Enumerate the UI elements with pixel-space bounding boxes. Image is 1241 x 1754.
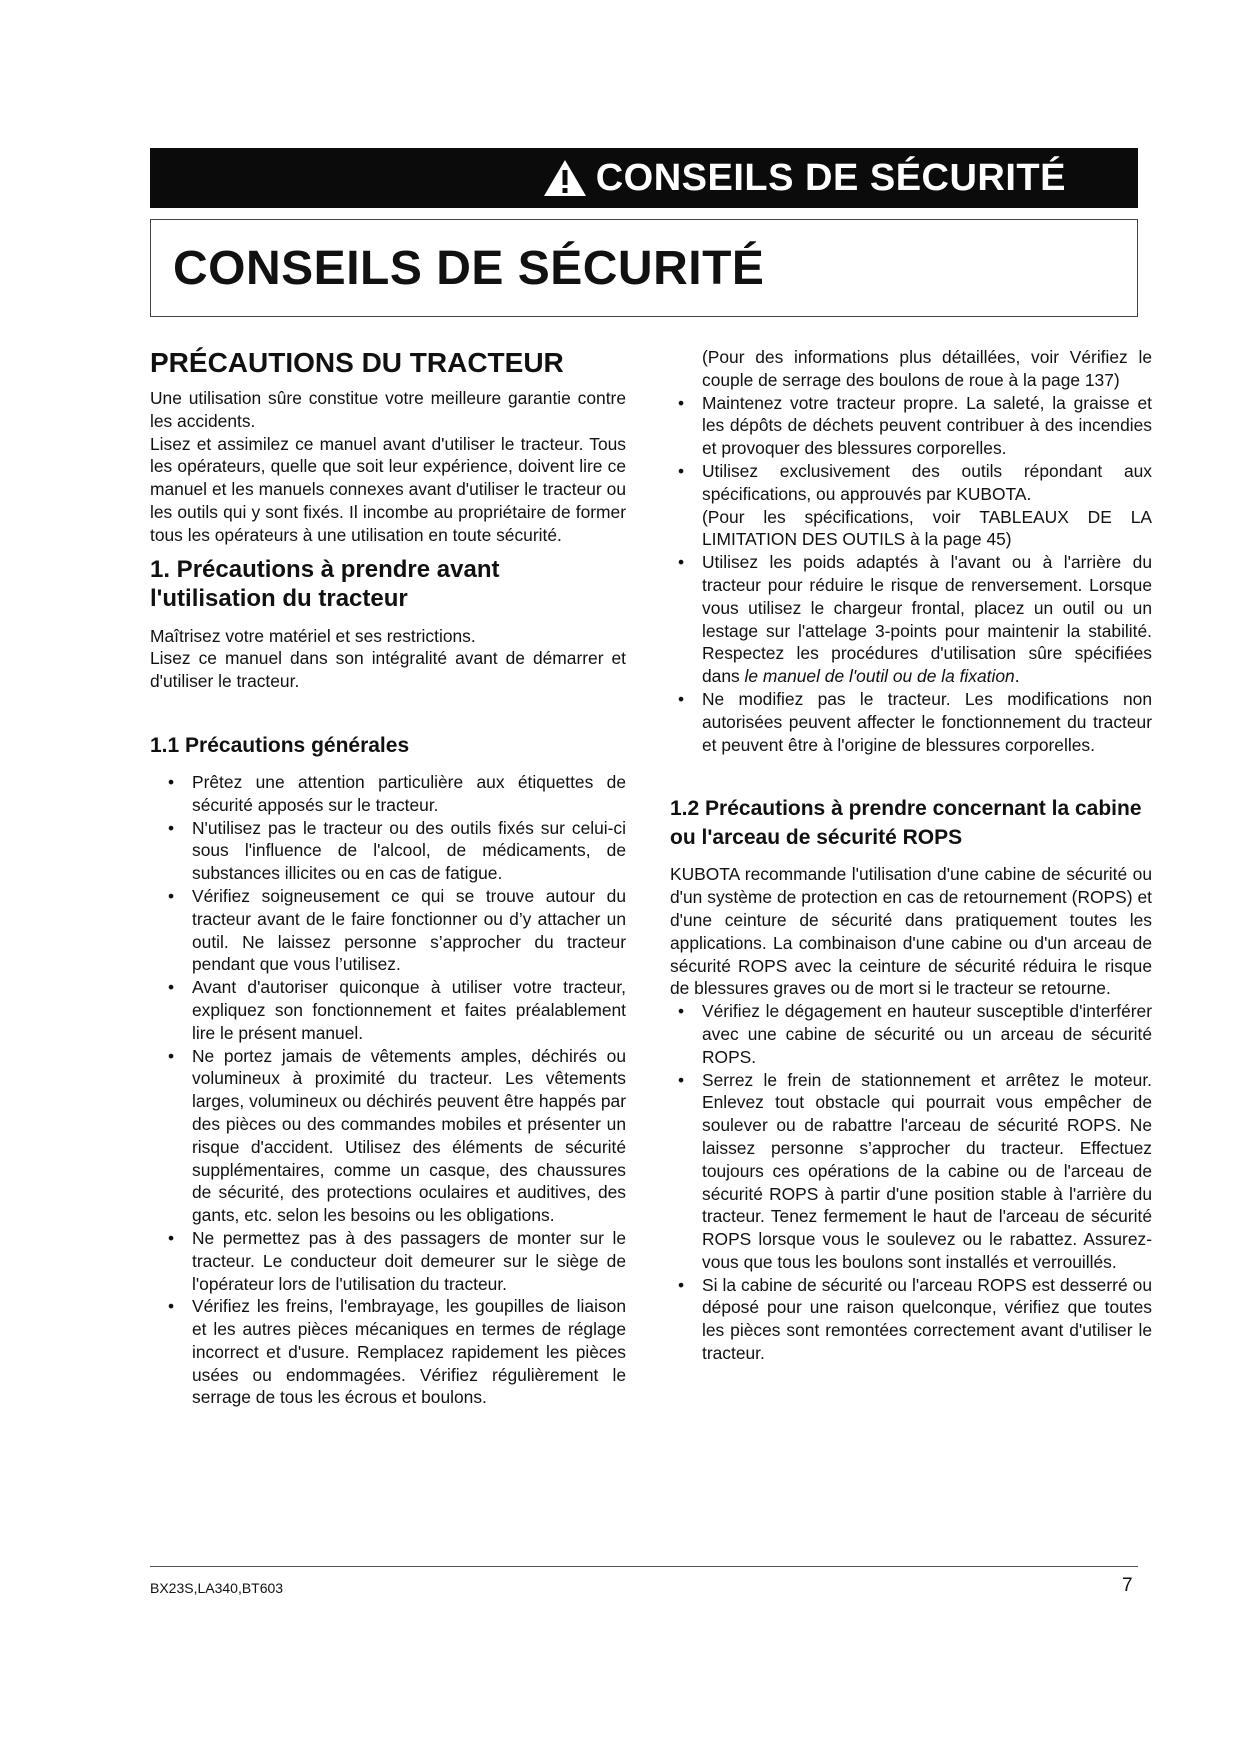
footer-divider [150, 1566, 1138, 1567]
list-item: • Serrez le frein de stationnement et arrêtez le moteur. Enlevez tout obstacle qui pourrait vous empêcher de soulever ou de rabattre l'arceau de sécurité ROPS. Ne laissez personne s’approcher du tracteur. Effectuez toujours ces opérations de la cabine ou de l'arceau de sécurité ROPS à partir d'une position stable à l'arrière du tracteur. Tenez fermement le haut de l'arceau de sécurité ROPS lorsque vous le soulevez ou le rabattez. Assurez-vous que tous les boulons sont installés et verrouillés. [678, 1069, 1152, 1272]
general-precautions-list-continued [670, 392, 1152, 757]
intro-paragraph-2: Lisez et assimilez ce manuel avant d'utiliser le tracteur. Tous les opérateurs, quelle que soit leur expérience, doivent lire ce manuel et les manuels connexes avant d'utiliser le tracteur ou les outils qui y sont fixés. Il incombe au propriétaire de former tous les opérateurs à une utilisation en toute sécurité. [150, 433, 626, 545]
list-item: • Vérifiez soigneusement ce qui se trouve autour du tracteur avant de le faire fonctionner ou d’y attacher un outil. Ne laissez personne s’approcher du tracteur pendant que vous l’utilisez. [168, 885, 626, 975]
general-precautions-list [160, 771, 626, 1409]
intro-paragraph-1: Une utilisation sûre constitue votre meilleure garantie contre les accidents. [150, 388, 626, 431]
rops-precautions-list [670, 1000, 1152, 1365]
section1-paragraph-2: Lisez ce manuel dans son intégralité avant de démarrer et d'utiliser le tracteur. [150, 648, 626, 692]
section-banner [150, 148, 1138, 208]
page-title-box [150, 219, 1138, 317]
page-number: 7 [1122, 1575, 1133, 1596]
heading-section-1: 1. Précautions à prendre avant l'utilisation du tracteur [150, 555, 500, 612]
footer-model-list: BX23S,LA340,BT603 [150, 1580, 284, 1596]
warning-triangle-icon [542, 158, 588, 198]
right-column [670, 346, 1152, 1365]
heading-general-precautions: 1.1 Précautions générales [150, 733, 410, 757]
list-item: • Prêtez une attention particulière aux étiquettes de sécurité apposés sur le tracteur. [168, 771, 626, 815]
list-item: • Utilisez exclusivement des outils répondant aux spécifications, ou approuvés par KUBOTA. (Pour les spécifications, voir TABLEAUX DE LA LIMITATION DES OUTILS à la page 45) [678, 460, 1152, 550]
page-title: CONSEILS DE SÉCURITÉ [173, 241, 765, 295]
list-item: • Ne permettez pas à des passagers de monter sur le tracteur. Le conducteur doit demeurer sur le siège de l'opérateur lors de l'utilisation du tracteur. [168, 1227, 626, 1294]
list-item: • Ne portez jamais de vêtements amples, déchirés ou volumineux à proximité du tracteur. Les vêtements larges, volumineux ou déchirés peuvent être happés par des pièces ou des commandes mobiles et présenter un risque d'accident. Utilisez des éléments de sécurité supplémentaires, comme un casque, des chaussures de sécurité, des protections oculaires et auditives, des gants, etc. selon les besoins ou les obligations. [168, 1045, 626, 1226]
list-item: • Vérifiez le dégagement en hauteur susceptible d'interférer avec une cabine de sécurité ou un arceau de sécurité ROPS. [678, 1001, 1152, 1067]
banner-title: CONSEILS DE SÉCURITÉ [595, 156, 1066, 199]
list-item: • Avant d'autoriser quiconque à utiliser votre tracteur, expliquez son fonctionnement et faites préalablement lire le présent manuel. [168, 977, 626, 1043]
list-item: • Vérifiez les freins, l'embrayage, les goupilles de liaison et les autres pièces mécaniques en termes de réglage incorrect et d'usure. Remplacez rapidement les pièces usées ou endommagées. Vérifiez régulièrement le serrage de tous les écrous et boulons. [168, 1296, 626, 1408]
list-item: • Ne modifiez pas le tracteur. Les modifications non autorisées peuvent affecter le fonctionnement du tracteur et peuvent être à l'origine de blessures corporelles. [678, 688, 1152, 755]
section1-paragraph-1: Maîtrisez votre matériel et ses restrictions. [150, 625, 476, 646]
list-item: • Utilisez les poids adaptés à l'avant ou à l'arrière du tracteur pour réduire le risque de renversement. Lorsque vous utilisez le chargeur frontal, placez un outil ou un lestage sur l'attelage 3-points pour maintenir la stabilité. Respectez les procédures d'utilisation sûre spécifiées dans le manuel de l'outil ou de la fixation. [678, 552, 1152, 687]
list-item: • N'utilisez pas le tracteur ou des outils fixés sur celui-ci sous l'influence de l'alcool, de médicaments, de substances illicites ou en cas de fatigue. [168, 817, 626, 884]
list-item: • Maintenez votre tracteur propre. La saleté, la graisse et les dépôts de déchets peuvent contribuer à des incendies et provoquer des blessures corporelles. [678, 392, 1152, 459]
list-item: • Si la cabine de sécurité ou l'arceau ROPS est desserré ou déposé pour une raison quelconque, vérifiez que toutes les pièces sont remontées correctement avant d'utiliser le tracteur. [678, 1274, 1152, 1364]
left-column [150, 346, 626, 1409]
rops-paragraph: KUBOTA recommande l'utilisation d'une cabine de sécurité ou d'un système de protection en cas de retournement (ROPS) et d'une ceinture de sécurité dans pratiquement toutes les applications. La combinaison d'une cabine ou d'un arceau de sécurité ROPS avec la ceinture de sécurité réduira le risque de blessures graves ou de mort si le tracteur se retourne. [670, 864, 1152, 999]
heading-tractor-precautions: PRÉCAUTIONS DU TRACTEUR [150, 347, 564, 378]
heading-rops-precautions: 1.2 Précautions à prendre concernant la cabine ou l'arceau de sécurité ROPS [670, 797, 1142, 850]
continued-text: (Pour des informations plus détaillées, voir Vérifiez le couple de serrage des boulons de roue à la page 137) [702, 347, 1152, 390]
